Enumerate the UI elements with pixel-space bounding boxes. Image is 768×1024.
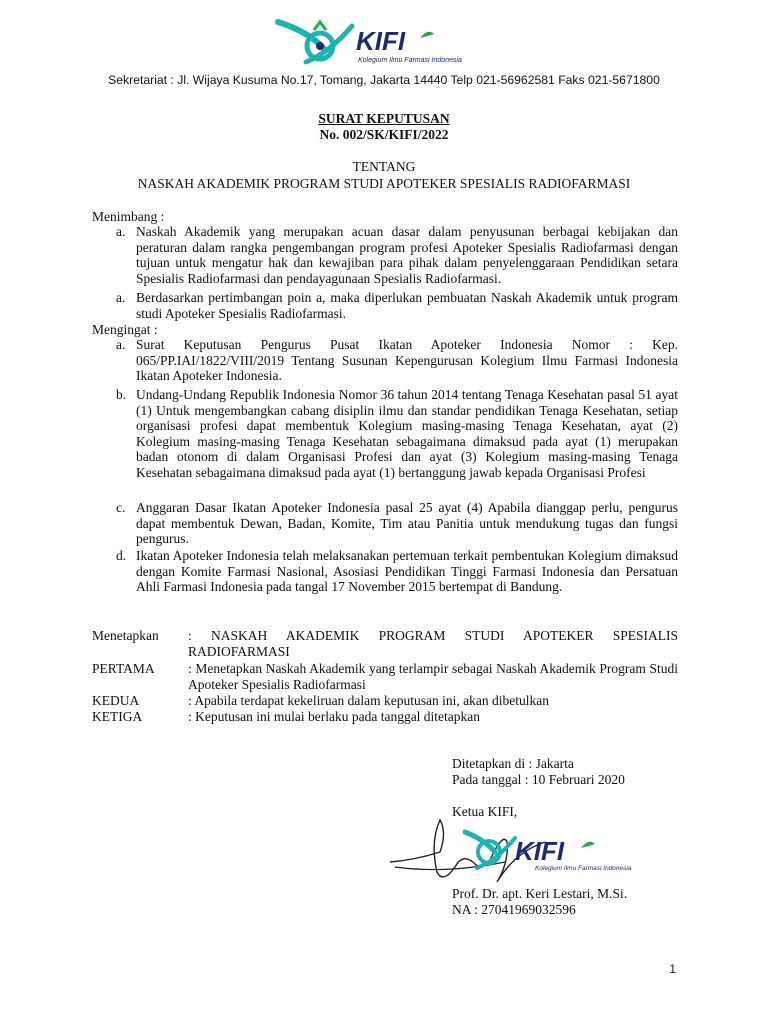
decision-value: : NASKAH AKADEMIK PROGRAM STUDI APOTEKER SPESIALIS RADIOFARMASI <box>188 628 678 659</box>
mengingat-item <box>116 337 678 384</box>
item-marker: d. <box>116 548 127 563</box>
sign-place: Ditetapkan di : Jakarta <box>452 756 574 771</box>
decision-value: : Keputusan ini mulai berlaku pada tanggal ditetapkan <box>188 709 481 724</box>
doc-number: No. 002/SK/KIFI/2022 <box>319 127 449 142</box>
menimbang-item <box>116 224 678 286</box>
item-marker: a. <box>116 337 126 352</box>
item-marker: a. <box>116 290 126 305</box>
stamp-wordmark: KIFI <box>515 836 565 866</box>
item-text: Undang-Undang Republik Indonesia Nomor 36 tahun 2014 tentang Tenaga Kesehatan pasal 51 ayat (1) Untuk mengembangkan cabang disiplin ilmu dan standar pendidikan Tenaga Kesehatan, setiap organisasi profesi dapat membentuk Kolegium masing-masing Tenaga Kesehatan, ayat (2) Kolegium masing-masing Tenaga Kesehatan sebagaimana dimaksud pada ayat (1) merupakan badan otonom di dalam Organisasi Profesi dan ayat (3) Kolegium masing-masing Tenaga Kesehatan sebagaimana dimaksud pada ayat (1) bertanggung jawab kepada Organisasi Profesi <box>136 387 678 480</box>
mengingat-item <box>116 387 678 481</box>
signature-stamp <box>385 812 685 892</box>
letterhead-address: Sekretariat : Jl. Wijaya Kusuma No.17, Tomang, Jakarta 14440 Telp 021-56962581 Faks 021-5671800 <box>108 73 660 87</box>
doc-subject: NASKAH AKADEMIK PROGRAM STUDI APOTEKER SPESIALIS RADIOFARMASI <box>137 176 631 191</box>
item-text: Ikatan Apoteker Indonesia telah melaksanakan pertemuan terkait pembentukan Kolegium dimaksud dengan Komite Farmasi Nasional, Asosiasi Pendidikan Tinggi Farmasi Indonesia dan Persatuan Ahli Farmasi Indonesia pada tangal 17 November 2015 bertempat di Bandung. <box>136 548 678 595</box>
item-text: Surat Keputusan Pengurus Pusat Ikatan Apoteker Indonesia Nomor : Kep. 065/PP.IAI/1822/VIII/2019 Tentang Susunan Kepengurusan Kolegium Ilmu Farmasi Indonesia Ikatan Apoteker Indonesia. <box>136 337 678 384</box>
sign-na: NA : 27041969032596 <box>452 902 576 917</box>
kifi-logo <box>270 12 480 72</box>
mengingat-label: Mengingat : <box>92 322 158 337</box>
decision-label: PERTAMA <box>92 661 155 676</box>
item-marker: b. <box>116 387 127 402</box>
logo-subtitle: Kolegium Ilmu Farmasi Indonesia <box>358 57 462 64</box>
decision-value: : Apabila terdapat kekeliruan dalam keputusan ini, akan dibetulkan <box>188 693 550 708</box>
stamp-subtitle: Kolegium Ilmu Farmasi Indonesia <box>535 865 632 872</box>
doc-tentang: TENTANG <box>352 159 416 174</box>
menimbang-label: Menimbang : <box>92 209 165 224</box>
logo-wordmark: KIFI <box>356 26 406 56</box>
item-text: Naskah Akademik yang merupakan acuan dasar dalam penyusunan berbagai kebijakan dan peraturan dalam rangka pengembangan program profesi Apoteker Spesialis Radiofarmasi dengan tujuan untuk mengatur hak dan kewajiban para pihak dalam penyelenggaraan Pendidikan setara Spesialis Radiofarmasi dan pendayagunaan Spesialis Radiofarmasi. <box>136 224 678 286</box>
sign-date: Pada tanggal : 10 Februari 2020 <box>452 772 625 787</box>
item-marker: a. <box>116 224 126 239</box>
menimbang-item <box>116 290 678 321</box>
sign-role: Ketua KIFI, <box>452 804 518 819</box>
decision-value: : Menetapkan Naskah Akademik yang terlampir sebagai Naskah Akademik Program Studi Apoteker Spesialis Radiofarmasi <box>188 661 678 692</box>
doc-title: SURAT KEPUTUSAN <box>318 111 450 126</box>
item-marker: c. <box>116 500 126 515</box>
decision-label: Menetapkan <box>92 628 159 643</box>
page-number: 1 <box>669 962 676 976</box>
mengingat-item <box>116 500 678 547</box>
mengingat-item <box>116 548 678 595</box>
decision-label: KETIGA <box>92 709 143 724</box>
item-text: Berdasarkan pertimbangan poin a, maka diperlukan pembuatan Naskah Akademik untuk program studi Apoteker Spesialis Radiofarmasi. <box>136 290 678 321</box>
sign-name: Prof. Dr. apt. Keri Lestari, M.Si. <box>452 886 628 901</box>
decision-label: KEDUA <box>92 693 140 708</box>
item-text: Anggaran Dasar Ikatan Apoteker Indonesia pasal 25 ayat (4) Apabila dianggap perlu, pengurus dapat membentuk Dewan, Badan, Komite, Tim atau Panitia untuk mendukung tugas dan fungsi pengurus. <box>136 500 678 547</box>
